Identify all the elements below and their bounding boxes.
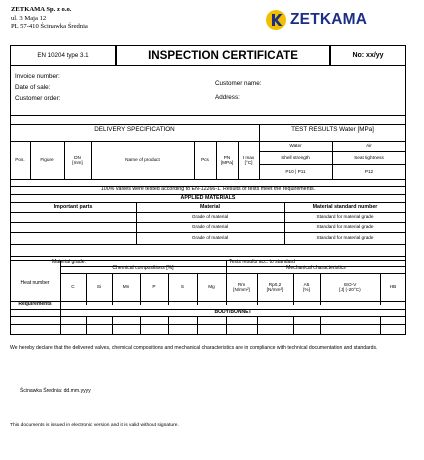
company-name: ZETKAMA Sp. z o.o. [11,6,72,13]
body-bonnet-label: BODY/BONNET [214,309,252,315]
company-address [11,6,88,32]
test-statement: 100% valves were tested according to EN-12266-1. Results of tests meet the requirements. [100,186,316,192]
title-box [116,45,330,66]
col-pos: Pos. [15,157,25,163]
col-dn: DN [mm] [72,154,83,165]
test-results-title: TEST RESULTS Water [MPa] [291,126,374,133]
chem-col-si: Si [96,284,102,290]
standard-label: EN 10204 type 3.1 [37,51,89,59]
applied-materials-title: APPLIED MATERIALS [180,195,236,201]
page-title: INSPECTION CERTIFICATE [148,48,298,62]
chem-col-s: S [180,284,185,290]
tests-results-title: Tests results acc. to standard [229,259,295,265]
col-tmax: t max [°C] [242,154,255,165]
mech-characteristics-title: Mechanical characteristics [286,265,346,271]
address-label: Address: [215,94,240,101]
chem-col-mg: Mg [208,284,215,290]
logo-text: ZETKAMA [290,11,368,28]
chem-col-p: P [152,284,156,290]
col-standard-number: Material standard number [312,204,378,210]
chem-col-c: C [71,284,75,290]
logo-k-icon [266,10,286,30]
col-product: Name of product [125,157,160,163]
customer-name-label: Customer name: [215,80,262,87]
col-pcs: Pcs [201,157,209,163]
material-grade-label: Material grade: [52,259,86,265]
mech-col-iso: ISO-V [J] (-20°C) [339,281,361,292]
standard-box [10,45,116,66]
place-date-text: Ścinawka Średnia: dd.mm.yyyy [20,388,91,394]
company-city: PL 57-410 Ścinawka Średnia [11,23,88,31]
chem-compositions-title: Chemical compositions [%] [112,265,174,271]
air-label: Air [366,143,372,149]
seat-tightness-label: Seat tightness [354,154,384,160]
date-of-sale-label: Date of sale: [15,84,51,91]
certificate-number: No: xx/yy [352,51,384,59]
material-row-1: Grade of material [191,214,229,219]
company-street: ul. 3 Maja 12 [11,14,47,22]
shell-strength-label: Shell strength [281,154,310,160]
material-row-3: Grade of material [191,235,229,240]
chem-col-mn: Mn [122,284,130,290]
mech-col-rp: Rp0,2 [N/mm²] [266,281,284,292]
invoice-number-label: Invoice number: [15,73,60,80]
standard-row-1: Standard for material grade [316,214,374,219]
material-row-2: Grade of material [191,224,229,229]
electronic-note: This documents is issued in electronic version and it is valid without signature. [10,423,179,428]
standard-row-3: Standard for material grade [316,235,374,240]
col-figure: Figure [40,157,54,163]
delivery-spec-title: DELIVERY SPECIFICATION [94,126,175,133]
col-material: Material [199,204,221,210]
mech-col-rm: Rm [N/mm²] [233,281,250,292]
heat-number-label: Heat number [20,279,50,286]
declaration-text: We hereby declare that the delivered valves, chemical compositions and mechanical characteristics are in compliance with technical documentation and standards. [10,345,378,351]
water-label: Water [289,143,302,149]
standard-row-2: Standard for material grade [316,224,374,229]
col-important-parts: Important parts [53,204,93,210]
company-logo [266,10,367,30]
requirements-label: Requirements [18,301,52,307]
col-pn: PN [MPa] [220,154,234,165]
customer-order-label: Customer order: [15,95,61,102]
mech-col-a5: A5 [%] [303,281,310,292]
mech-col-hb: HB [389,284,397,290]
number-box [330,45,406,66]
p-seat-label: P12 [364,168,374,174]
p-shell-label: P10 | P11 [285,168,306,174]
